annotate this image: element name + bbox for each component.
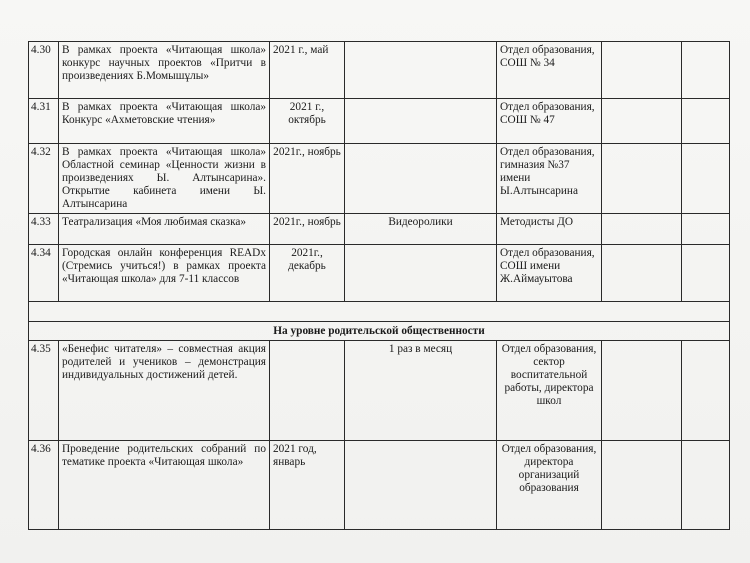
event-description: Театрализация «Моя любимая сказка» (59, 214, 270, 245)
event-date: 2021 г., октябрь (270, 99, 345, 144)
event-responsible: Отдел образования, СОШ № 47 (497, 99, 602, 144)
empty-cell (602, 144, 682, 214)
empty-cell (682, 214, 730, 245)
empty-cell (682, 42, 730, 99)
event-responsible: Отдел образования, сектор воспитательной работы, директора школ (497, 341, 602, 441)
section-title: На уровне родительской общественности (29, 322, 730, 341)
table-row (29, 144, 730, 214)
event-form (345, 441, 497, 530)
empty-cell (602, 214, 682, 245)
table-row (29, 245, 730, 302)
event-form (345, 42, 497, 99)
event-date: 2021 г., май (270, 42, 345, 99)
section-header-row (29, 322, 730, 341)
event-form: 1 раз в месяц (345, 341, 497, 441)
event-date: 2021г., ноябрь (270, 214, 345, 245)
event-description: В рамках проекта «Читающая школа» конкурс научных проектов «Притчи в произведениях Б.Момышұлы» (59, 42, 270, 99)
event-date: 2021 год, январь (270, 441, 345, 530)
event-responsible: Отдел образования, гимназия №37 имени Ы.Алтынсарина (497, 144, 602, 214)
event-form (345, 144, 497, 214)
event-responsible: Методисты ДО (497, 214, 602, 245)
table-row (29, 341, 730, 441)
event-responsible: Отдел образования, СОШ № 34 (497, 42, 602, 99)
event-form (345, 245, 497, 302)
event-date: 2021г., ноябрь (270, 144, 345, 214)
event-responsible: Отдел образования, СОШ имени Ж.Аймауытова (497, 245, 602, 302)
empty-cell (602, 341, 682, 441)
table-row (29, 99, 730, 144)
row-number: 4.32 (29, 144, 59, 214)
empty-cell (682, 144, 730, 214)
event-description: В рамках проекта «Читающая школа» Конкурс «Ахметовские чтения» (59, 99, 270, 144)
event-description: Проведение родительских собраний по тематике проекта «Читающая школа» (59, 441, 270, 530)
row-number: 4.36 (29, 441, 59, 530)
empty-cell (682, 441, 730, 530)
empty-cell (682, 99, 730, 144)
row-number: 4.35 (29, 341, 59, 441)
empty-cell (602, 245, 682, 302)
spacer-row (29, 302, 730, 322)
table-row (29, 441, 730, 530)
table-row (29, 42, 730, 99)
event-description: Городская онлайн конференция READx (Стремись учиться!) в рамках проекта «Читающая школа» для 7-11 классов (59, 245, 270, 302)
empty-cell (602, 42, 682, 99)
empty-cell (682, 245, 730, 302)
table-row (29, 214, 730, 245)
event-form: Видеоролики (345, 214, 497, 245)
event-responsible: Отдел образования, директора организаций образования (497, 441, 602, 530)
event-form (345, 99, 497, 144)
empty-cell (682, 341, 730, 441)
empty-cell (29, 302, 730, 322)
event-description: «Бенефис читателя» – совместная акция родителей и учеников – демонстрация индивидуальных достижений детей. (59, 341, 270, 441)
event-date: 2021г., декабрь (270, 245, 345, 302)
event-date (270, 341, 345, 441)
row-number: 4.34 (29, 245, 59, 302)
empty-cell (602, 441, 682, 530)
plan-table (28, 41, 730, 530)
row-number: 4.33 (29, 214, 59, 245)
row-number: 4.31 (29, 99, 59, 144)
empty-cell (602, 99, 682, 144)
event-description: В рамках проекта «Читающая школа» Областной семинар «Ценности жизни в произведениях Ы. Алтынсарина». Открытие кабинета имени Ы. Алтынсарина (59, 144, 270, 214)
row-number: 4.30 (29, 42, 59, 99)
